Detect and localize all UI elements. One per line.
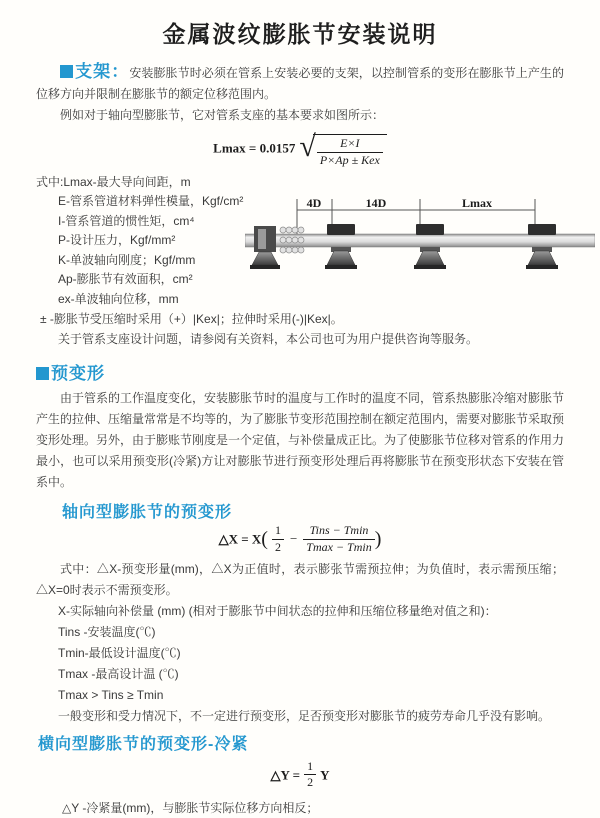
lateral-formula-prefix: △Y = [270, 766, 301, 782]
dim-label-14d: 14D [365, 196, 387, 210]
temp-denominator: Tmax − Tmin [306, 539, 372, 554]
axial-formula [36, 524, 564, 555]
axial-line: Tmax -最高设计温 (℃) [58, 666, 179, 681]
section-bullet-icon [60, 65, 73, 78]
axial-line: Tmin-最低设计温度(℃) [58, 645, 181, 660]
lateral-half-denominator: 2 [307, 775, 314, 790]
definition-line: Ap-膨胀节有效面积，cm² [58, 272, 193, 287]
predeform-body-paragraph: 由于管系的工作温度变化，安装膨胀节时的温度与工作时的温度不同，管系热膨胀冷缩对膨胀节产生的拉伸、压缩量常常是不均等的，为了膨胀节变形范围控制在额定范围内，需要对膨胀节采取预变形处理。另外，由于膨账节刚度是一个定值，与补偿量成正比。为了使膨胀节位移对管系的作用力最小，也可以采用预变形(冷紧)方让对膨胀节进行预变形处理后再将膨胀节在预变形状态下安装在管系中。 [36, 391, 565, 490]
axial-line: 一般变形和受力情况下，不一定进行预变形，足否预变形对膨胀节的疲劳寿命几乎没有影响。 [58, 708, 551, 723]
lateral-formula [36, 760, 564, 791]
radical-sign: √ [299, 130, 316, 163]
lateral-explain-line: △Y -冷紧量(mm)，与膨胀节实际位移方向相反； [62, 801, 319, 816]
definition-line: I-管系管道的惯性矩，cm⁴ [58, 213, 195, 228]
lmax-formula-lhs: Lmax = 0.0157 [213, 140, 296, 156]
lmax-formula-denominator: P×Ap ± Kex [319, 152, 380, 167]
dim-label-lmax: Lmax [462, 196, 492, 210]
open-paren: ( [261, 527, 268, 550]
anchor-support [250, 226, 280, 269]
half-numerator: 1 [272, 524, 284, 540]
predeform-header-text: 预变形 [51, 364, 105, 384]
pipe-support-diagram [245, 196, 595, 278]
half-denominator: 2 [274, 539, 281, 554]
page-title: 金属波纹膨胀节安装说明 [162, 21, 438, 47]
axial-explain-paragraph: 式中：△X-预变形量(mm)，△X为正值时，表示膨张节需预拉伸；为负值时，表示需预压缩；△X=0时表示不需预变形。 [36, 561, 564, 597]
lateral-half-numerator: 1 [304, 760, 316, 776]
definition-line: ex-单波轴向位移，mm [58, 291, 179, 306]
lmax-formula-numerator: E×I [317, 137, 383, 153]
axial-line: X-实际轴向补偿量 (mm) (相对于膨胀节中间状态的拉伸和压缩位移量绝对值之和)： [58, 603, 497, 618]
minus-operator: − [289, 531, 298, 547]
axial-formula-prefix: △X = X [218, 531, 262, 547]
bellows-section [280, 227, 304, 253]
consult-note: 关于管系支座设计问题，请参阅有关资料，本公司也可为用户提供咨询等服务。 [58, 332, 479, 347]
support-intro-paragraph [36, 61, 564, 105]
pipe-support-diagram-svg [245, 196, 595, 278]
dim-label-4d: 4D [306, 196, 322, 210]
predeform-section-header [36, 359, 564, 384]
support-section-header: 支架： [75, 62, 130, 81]
close-paren: ) [374, 527, 382, 550]
lateral-formula-suffix: Y [320, 766, 330, 782]
support-example-line: 例如对于轴向型膨胀节，它对管系支座的基本要求如图所示： [60, 108, 385, 122]
axial-line: Tins -安装温度(℃) [58, 624, 156, 639]
lateral-subtitle: 横向型膨胀节的预变形-冷紧 [38, 735, 249, 753]
axial-lines-block [58, 601, 564, 727]
section-bullet-icon [36, 367, 49, 380]
definition-line: E-管系管道材料弹性模量，Kgf/cm² [58, 194, 244, 209]
definition-line: P-设计压力，Kgf/mm² [58, 233, 176, 248]
radical-group [299, 130, 386, 168]
temp-numerator: Tins − Tmin [303, 524, 374, 540]
plusminus-note: ± -膨胀节受压缩时采用（+）|Kex|；拉伸时采用(-)|Kex|。 [40, 312, 343, 327]
lmax-formula [36, 130, 564, 168]
support-intro-text: 安装膨胀节时必须在管系上安装必要的支架，以控制管系的变形在膨胀节上产生的位移方向并限制在膨胀节的额定位移范围内。 [36, 66, 564, 101]
axial-line: Tmax > Tins ≥ Tmin [58, 687, 164, 702]
definition-line: 式中:Lmax-最大导向间距，m [36, 174, 191, 189]
definition-line: K-单波轴向刚度；Kgf/mm [58, 252, 196, 267]
axial-subtitle: 轴向型膨胀节的预变形 [62, 504, 233, 522]
